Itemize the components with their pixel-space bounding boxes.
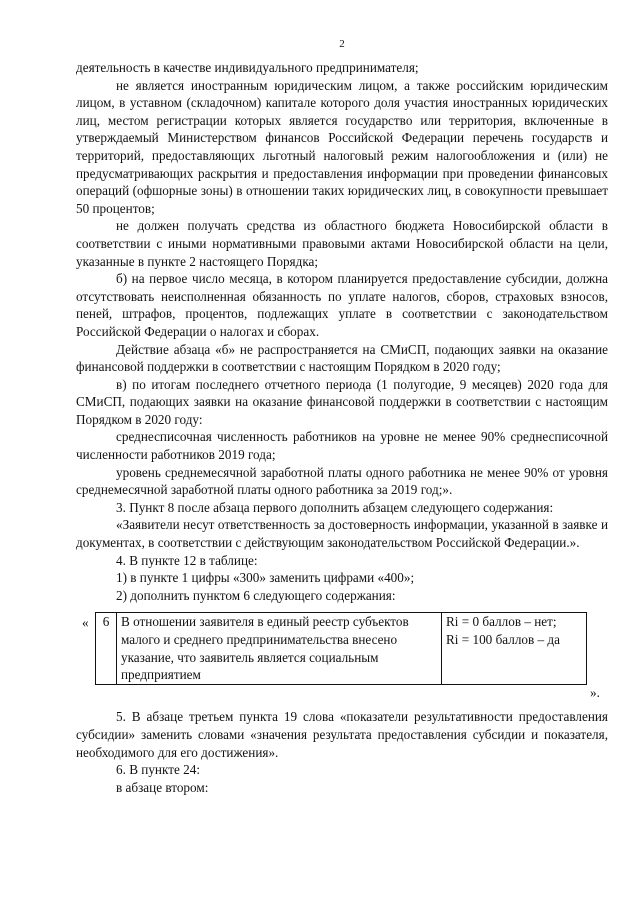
criterion-cell: В отношении заявителя в единый реестр субъектов малого и среднего предпринимательства внесено указание, что заявитель является социальным предприятием: [117, 613, 442, 684]
paragraphs-after-table: [76, 708, 608, 796]
paragraph: деятельность в качестве индивидуального предпринимателя;: [76, 60, 419, 75]
opening-quote: «: [82, 615, 89, 631]
scoring-line: Ri = 100 баллов – да: [446, 632, 560, 647]
paragraph: 1) в пункте 1 цифры «300» заменить цифрами «400»;: [116, 570, 415, 586]
document-body: [76, 59, 608, 796]
paragraph: в) по итогам последнего отчетного периода (1 полугодие, 9 месяцев) 2020 года для СМиСП, подающих заявки на оказание финансовой поддержки в соответствии с настоящим Порядком в 2020 году:: [76, 376, 608, 427]
row-number-cell: 6: [96, 613, 117, 684]
paragraph: не является иностранным юридическим лицом, а также российским юридическим лицом, в уставном (складочном) капитале которого доля участия иностранных юридических лиц, местом регистрации которых является государство или территория, включенные в утверждаемый Министерством финансов Российской Федерации перечень государств и территорий, предоставляющих льготный налоговый режим налогообложения и (или) не предусматривающих раскрытия и предоставления информации при проведении финансовых операций (офшорные зоны) в отношении таких юридических лиц, в совокупности превышает 50 процентов;: [76, 77, 608, 216]
paragraph: «Заявители несут ответственность за достоверность информации, указанной в заявке и документах, в соответствии с действующим законодательством Российской Федерации.».: [76, 517, 608, 551]
paragraph: среднесписочная численность работников на уровне не менее 90% среднесписочной численности работников 2019 года;: [76, 429, 608, 463]
paragraph: 4. В пункте 12 в таблице:: [116, 552, 258, 568]
table-row: [96, 613, 587, 684]
paragraph: б) на первое число месяца, в котором планируется предоставление субсидии, должна отсутствовать неисполненная обязанность по уплате налогов, сборов, страховых взносов, пеней, штрафов, процентов, подлежащих уплате в соответствии с законодательством Российской Федерации о налогах и сборах.: [76, 271, 608, 339]
paragraph: уровень среднемесячной заработной платы одного работника не менее 90% от уровня среднемесячной заработной платы одного работника за 2019 год;».: [76, 464, 608, 498]
amendment-table-block: [76, 612, 608, 702]
paragraph: в абзаце втором:: [116, 779, 209, 795]
page-number: 2: [339, 38, 345, 50]
closing-quote: ».: [590, 685, 600, 701]
amendment-table: [95, 612, 587, 684]
paragraph: 2) дополнить пунктом 6 следующего содержания:: [116, 587, 396, 603]
scoring-line: Ri = 0 баллов – нет;: [446, 614, 557, 630]
paragraph: 6. В пункте 24:: [116, 762, 200, 778]
scoring-cell: [442, 613, 587, 684]
paragraph: Действие абзаца «б» не распространяется на СМиСП, подающих заявки на оказание финансовой поддержки в соответствии с настоящим Порядком в 2020 году;: [76, 341, 608, 375]
paragraph: 3. Пункт 8 после абзаца первого дополнить абзацем следующего содержания:: [116, 499, 554, 515]
paragraph: 5. В абзаце третьем пункта 19 слова «показатели результативности предоставления субсидии» заменить словами «значения результата предоставления субсидии и показателя, необходимого для его достижения».: [76, 709, 608, 760]
paragraph: не должен получать средства из областного бюджета Новосибирской области в соответствии с иными нормативными правовыми актами Новосибирской области на цели, указанные в пункте 2 настоящего Порядка;: [76, 218, 608, 269]
